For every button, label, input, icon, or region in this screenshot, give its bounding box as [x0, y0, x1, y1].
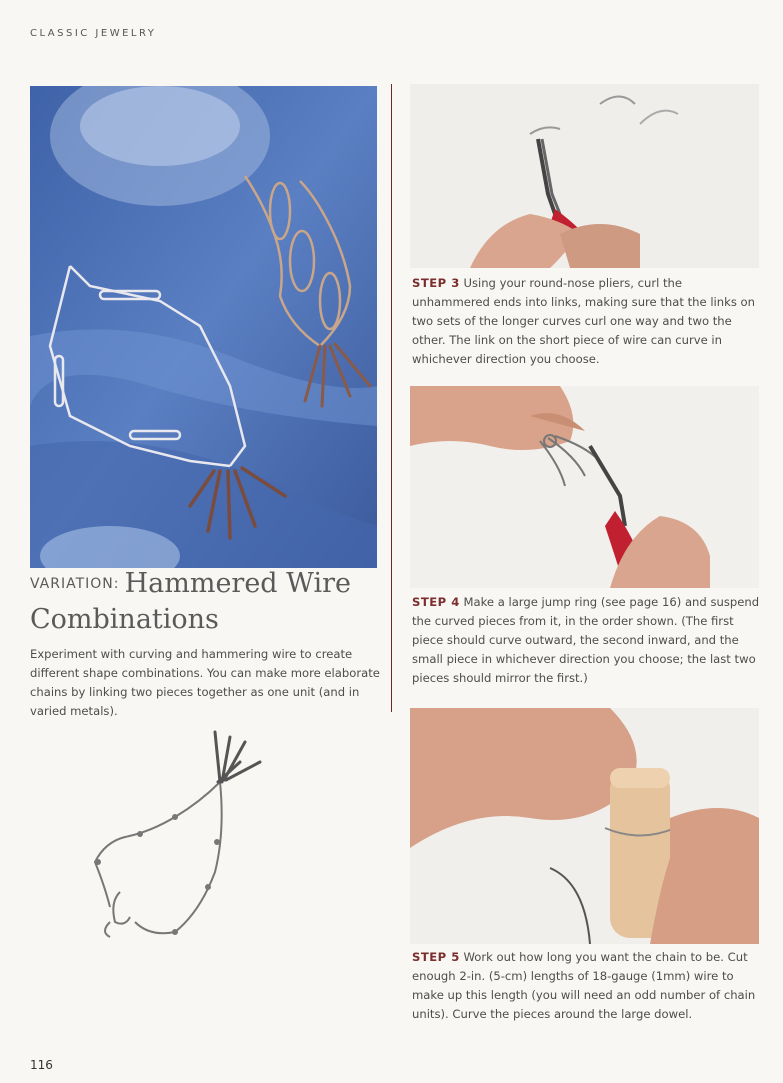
silver-necklace-photo	[80, 722, 270, 952]
step-4-photo	[410, 386, 759, 588]
step-4-label: STEP 4	[412, 595, 460, 609]
step-4-body: Make a large jump ring (see page 16) and suspend the curved pieces from it, in the order shown. (The first piece should curve outward, the second inward, and the small piece in whichever direction you choose; the last two pieces should mirror the first.)	[412, 595, 760, 685]
step-5-label: STEP 5	[412, 950, 460, 964]
variation-label: VARIATION:	[30, 576, 120, 592]
step-3-text	[412, 274, 762, 369]
step-3-photo	[410, 84, 759, 268]
variation-title-line-2: Combinations	[30, 604, 219, 635]
step-5-body: Work out how long you want the chain to be. Cut enough 2-in. (5-cm) lengths of 18-gauge (1mm) wire to make up this length (you will need an odd number of chain units). Curve the pieces around the large dowel.	[412, 950, 756, 1021]
step-3-label: STEP 3	[412, 276, 460, 290]
step-5-text	[412, 948, 762, 1024]
necklace-main-photo	[30, 86, 377, 568]
variation-title-line-1: Hammered Wire	[124, 568, 351, 599]
column-divider	[391, 84, 392, 712]
running-header: CLASSIC JEWELRY	[30, 28, 157, 39]
step-3-body: Using your round-nose pliers, curl the unhammered ends into links, making sure that the links on two sets of the longer curves curl one way and two the other. The link on the short piece of wire can curve in whichever direction you choose.	[412, 276, 755, 366]
variation-intro: Experiment with curving and hammering wire to create different shape combinations. You can make more elaborate chains by linking two pieces together as one unit (and in varied metals).	[30, 647, 380, 718]
step-5-photo	[410, 708, 759, 944]
page-number: 116	[30, 1058, 53, 1072]
variation-heading	[30, 566, 380, 638]
step-4-text	[412, 593, 762, 688]
